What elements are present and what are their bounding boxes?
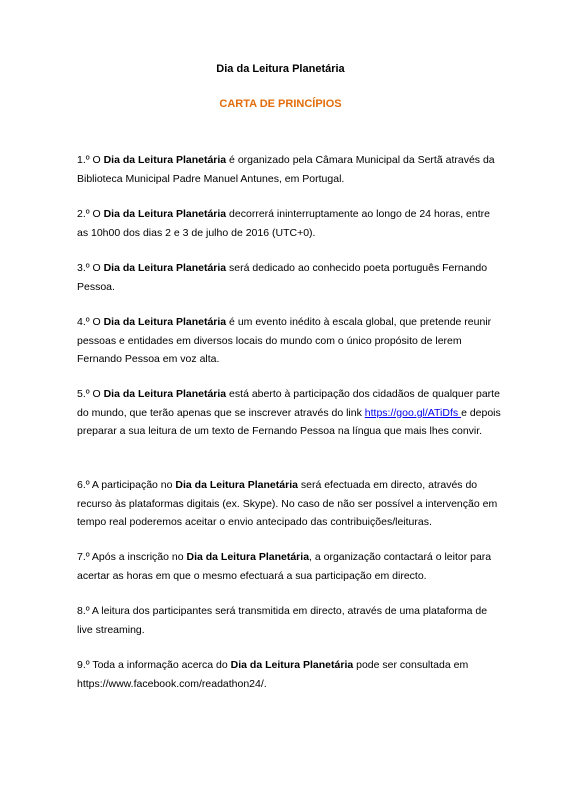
principle-5-text: está aberto à participação dos cidadãos de qualquer parte do mundo, que terão apenas que se inscrever através do link [77, 388, 500, 419]
principle-4-prefix: 4.º O [77, 316, 104, 328]
principle-1-event-name: Dia da Leitura Planetária [103, 154, 227, 166]
principle-8-text: 8.º A leitura dos participantes será transmitida em directo, através de uma plataforma de live streaming. [77, 605, 488, 636]
principle-7-prefix: 7.º Após a inscrição no [77, 551, 187, 563]
principle-2-prefix: 2.º O [77, 208, 104, 220]
principle-5-text-end: e depois preparar a sua leitura de um texto de Fernando Pessoa na língua que mais lhes convir. [77, 406, 501, 437]
principle-5-event-name: Dia da Leitura Planetária [103, 388, 227, 400]
document-title: Dia da Leitura Planetária [216, 63, 345, 75]
principle-9-prefix: 9.º Toda a informação acerca do [77, 659, 231, 671]
principle-5-prefix: 5.º O [77, 388, 104, 400]
principle-3-event-name: Dia da Leitura Planetária [103, 262, 227, 274]
principle-3-text: será dedicado ao conhecido poeta português Fernando Pessoa. [77, 262, 488, 293]
principle-6-prefix: 6.º A participação no [77, 479, 176, 491]
principle-9-text: pode ser consultada em https://www.facebook.com/readathon24/. [77, 659, 469, 690]
principle-6-event-name: Dia da Leitura Planetária [175, 479, 298, 491]
principle-3-prefix: 3.º O [77, 262, 104, 274]
document-subtitle: CARTA DE PRINCÍPIOS [219, 98, 342, 110]
principle-4 [77, 313, 502, 369]
registration-link[interactable]: https://goo.gl/ATiDfs [364, 406, 462, 419]
principle-7-event-name: Dia da Leitura Planetária [186, 551, 310, 563]
principle-1-text: é organizado pela Câmara Municipal da Sertã através da Biblioteca Municipal Padre Manuel Antunes, em Portugal. [77, 154, 495, 185]
principle-3 [77, 259, 502, 296]
principle-6-text: será efectuada em directo, através do recurso às plataformas digitais (ex. Skype). No caso de não ser possível a intervenção em tempo real poderemos aceitar o envio antecipado das contribuições/leituras. [77, 479, 498, 528]
principle-2 [77, 205, 502, 242]
principle-2-event-name: Dia da Leitura Planetária [103, 208, 227, 220]
principle-8 [77, 602, 502, 639]
principle-1-prefix: 1.º O [77, 154, 104, 166]
principle-7-text: , a organização contactará o leitor para acertar as horas em que o mesmo efectuará a sua participação em directo. [77, 551, 492, 582]
principle-4-text: é um evento inédito à escala global, que pretende reunir pessoas e entidades em diversos locais do mundo com o único propósito de lerem Fernando Pessoa em voz alta. [77, 316, 492, 365]
principle-2-text: decorrerá ininterruptamente ao longo de 24 horas, entre as 10h00 dos dias 2 e 3 de julho de 2016 (UTC+0). [77, 208, 490, 239]
principle-9 [77, 656, 502, 693]
principle-9-event-name: Dia da Leitura Planetária [230, 659, 354, 671]
principle-1 [77, 151, 502, 188]
principle-5 [77, 385, 502, 441]
principle-4-event-name: Dia da Leitura Planetária [103, 316, 227, 328]
principle-6 [77, 476, 502, 532]
principle-7 [77, 548, 502, 585]
